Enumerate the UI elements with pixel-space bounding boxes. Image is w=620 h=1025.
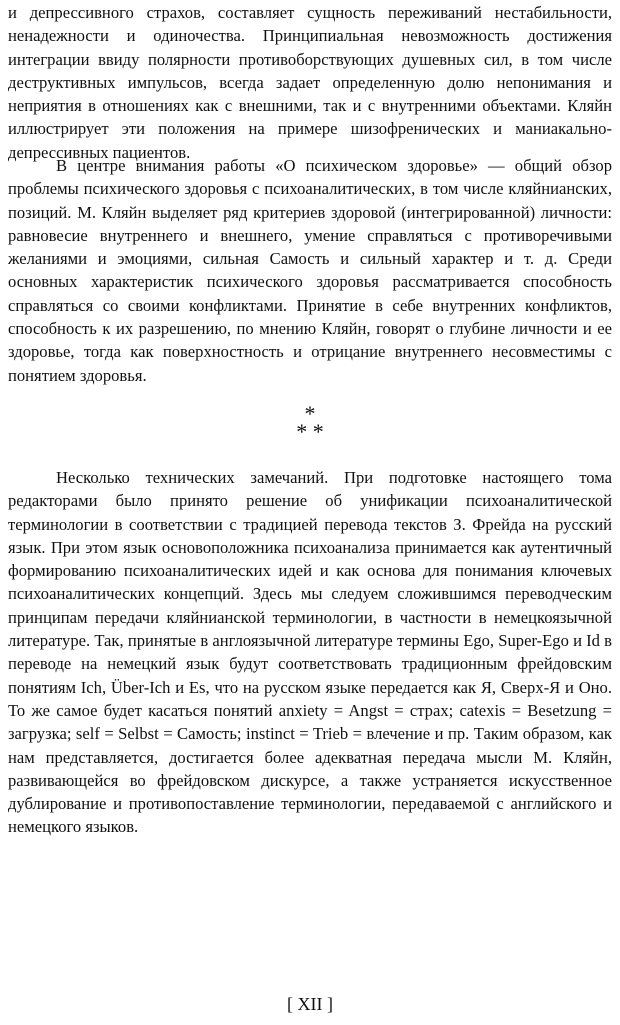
page-number: [ XII ] <box>287 994 333 1014</box>
document-page <box>8 0 612 1025</box>
divider-top-asterisk: * <box>304 401 316 426</box>
paragraph-mental-health: В центре внимания работы «О психическом здоровье» — общий обзор проблемы психического здоровья с психоаналитических, в том числе кляйнианских, позиций. М. Кляйн выделяет ряд критериев здоровой (интегрированной) личности: равновесие внутреннего и внешнего, умение справляться с противоречивыми желаниями и эмоциями, сильная Самость и сильный характер и т. д. Среди основных характеристик психического здоровья рассматривается способность справляться со своими конфликтами. Принятие в себе внутренних конфликтов, способность к их разрешению, по мнению Кляйн, говорят о глубине личности и ее здоровье, тогда как поверхностность и отрицание внутреннего несовместимы с понятием здоровья. <box>8 156 612 385</box>
paragraph-technical-notes: Несколько технических замечаний. При подготовке настоящего тома редакторами было принято решение об унификации психоаналитической терминологии в соответствии с традицией перевода текстов З. Фрейда на русский язык. При этом язык основоположника психоанализа принимается как аутентичный формированию психоаналитических идей и как основа для понимания ключевых психоаналитических концепций. Здесь мы следуем сложившимся переводческим принципам передачи кляйнианской терминологии, в частности в немецкоязычной литературе. Так, принятые в англоязычной литературе термины Ego, Super-Ego и Id в переводе на немецкий язык будут соответствовать традиционным фрейдовским понятиям Ich, Über-Ich и Es, что на русском языке передается как Я, Сверх-Я и Оно. То же самое будет касаться понятий anxiety = Angst = страх; catexis = Besetzung = загрузка; self = Selbst = Самость; instinct = Trieb = влечение и пр. Таким образом, как нам представляется, достигается более адекватная передача мысли М. Кляйн, развивающейся во фрейдовском дискурсе, а также устраняется искусственное дублирование и противопоставление терминологии, передаваемой с английского и немецкого языков. <box>8 468 612 837</box>
divider-bottom-asterisks: * * <box>296 419 324 444</box>
paragraph-continuation: и депрессивного страхов, составляет сущность переживаний нестабильности, ненадежности и одиночества. Принципиальная невозможность достижения интеграции ввиду полярности противоборствующих душевных сил, в том числе деструктивных импульсов, всегда задает определенную долю непонимания и неприятия в отношениях как с внешними, так и с внутренними объектами. Кляйн иллюстрирует эти положения на примере шизофренических и маниакально-депрессивных пациентов. <box>8 3 612 162</box>
section-divider <box>8 401 612 444</box>
